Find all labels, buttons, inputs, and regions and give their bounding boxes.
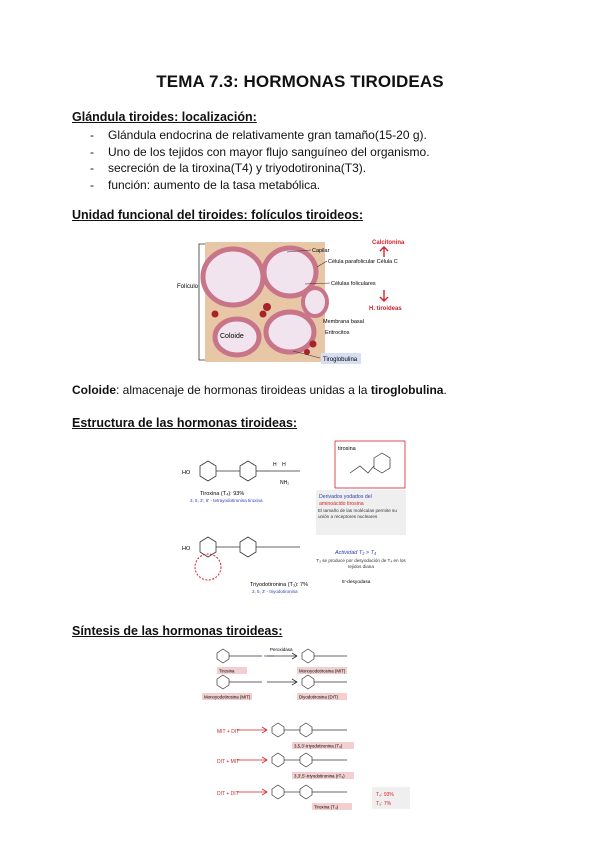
desyodasa-label: 5'-desyodasa [342, 580, 371, 585]
derivados-body: El tamaño de las moléculas permite su unión a receptores nucleares [318, 508, 397, 519]
section-heading-localizacion: Glándula tiroides: localización: [72, 110, 257, 124]
label-h-tiroideas: H. tiroideas [369, 306, 402, 312]
arrow-right-icon [237, 727, 267, 733]
step-label: Monoyodotirosina (MIT) [204, 694, 251, 700]
arrow-right-icon [267, 679, 297, 685]
derivados-line2: aminoácido tirosina [319, 501, 364, 507]
term-tiroglobulina: tiroglobulina [370, 383, 444, 397]
arrow-up-icon [380, 247, 388, 257]
arrow-down-icon [380, 290, 388, 301]
erythrocyte [310, 341, 317, 348]
formula-fragment: H H [273, 462, 286, 468]
section-heading-foliculos: Unidad funcional del tiroides: folículos tiroideos: [72, 208, 363, 222]
highlight-circle [195, 554, 221, 580]
derivados-body-wrap [318, 508, 406, 536]
reaction-label: DIT + DIT [217, 791, 239, 797]
coloide-text: : almacenaje de hormonas tiroideas unidas a la [116, 383, 371, 397]
activity-body: T₃ se produce por desyodación de T₄ en los tejidos diana [316, 558, 406, 569]
arrow-right-icon [237, 789, 267, 795]
reaction-label: DIT + MIT [217, 759, 240, 765]
step-label: Monoyodotirosina (MIT) [299, 668, 346, 674]
follicle [203, 249, 263, 305]
t3-sublabel: 3, 5, 3' - triyodotironina [252, 589, 298, 594]
step-label: 3,5,3'-triyodotironina (T₃) [294, 743, 343, 749]
percentage-tag: T₃: 7% [376, 801, 392, 807]
t3-label: Triyodotironina (T₃): 7% [250, 582, 308, 588]
synthesis-figure [182, 645, 412, 815]
label-celulas-foliculares: Células foliculares [331, 281, 376, 287]
coloide-end: . [443, 383, 447, 397]
enzyme-label: Peroxidasa [270, 647, 293, 652]
step-label: 3,3',5'-triyodotironina (rT₃) [294, 773, 345, 779]
list-item: - secreción de la tiroxina(T4) y triyodotironina(T3). [90, 160, 430, 177]
label-calcitonina: Calcitonina [372, 240, 405, 246]
step-label: Diyodotirosina (DIT) [299, 694, 339, 700]
formula-fragment: HO [182, 546, 191, 552]
section-heading-sintesis: Síntesis de las hormonas tiroideas: [72, 624, 283, 638]
activity-body-wrap [316, 558, 406, 578]
triyodotironina-molecule [200, 537, 300, 557]
coloide-paragraph [72, 383, 447, 397]
bullet-list [90, 127, 430, 193]
page-title: TEMA 7.3: HORMONAS TIROIDEAS [156, 72, 444, 91]
derivados-line1: Derivados yodados del [319, 494, 372, 500]
bracket-line [199, 244, 205, 360]
follicle [303, 288, 327, 316]
label-coloide: Coloide [220, 333, 244, 340]
list-item: - Uno de los tejidos con mayor flujo sanguíneo del organismo. [90, 144, 430, 161]
label-capilar: Capilar [312, 248, 330, 254]
activity-label: Actividad T₃ > T₄ [335, 550, 377, 556]
label-celula-parafolicular: Célula parafolicular Célula C [328, 259, 398, 265]
t4-label: Tiroxina (T₄): 93% [200, 491, 245, 497]
follicle-figure [175, 232, 420, 372]
erythrocyte [263, 303, 271, 311]
tirosina-label: tirosina [338, 446, 356, 452]
arrow-right-icon [237, 757, 267, 763]
list-item: - función: aumento de la tasa metabólica. [90, 177, 430, 194]
step-label: Tiroxina (T₄) [314, 804, 339, 810]
label-eritrocitos: Eritrocitos [325, 330, 350, 336]
term-coloide: Coloide [72, 383, 116, 397]
label-tiroglobulina: Tiroglobulina [323, 357, 358, 363]
label-foliculo: Folículo [177, 284, 199, 290]
arrow-right-icon [267, 653, 297, 659]
formula-fragment: HO [182, 470, 191, 476]
t4-sublabel: 3, 5, 3', 5' - tetrayodotironina tiroxina [190, 498, 263, 503]
erythrocyte [260, 311, 267, 318]
reaction-label: MIT + DIT [217, 729, 240, 735]
formula-fragment: NH₂ [280, 480, 290, 486]
section-heading-estructura: Estructura de las hormonas tiroideas: [72, 416, 298, 430]
list-item: - Glándula endocrina de relativamente gran tamaño(15-20 g). [90, 127, 430, 144]
follicle [266, 312, 314, 352]
erythrocyte [212, 311, 219, 318]
structure-figure [170, 438, 415, 603]
step-label: Tirosina [219, 668, 235, 674]
label-membrana-basal: Membrana basal [323, 319, 364, 325]
percentage-tag: T₄: 93% [376, 792, 394, 798]
